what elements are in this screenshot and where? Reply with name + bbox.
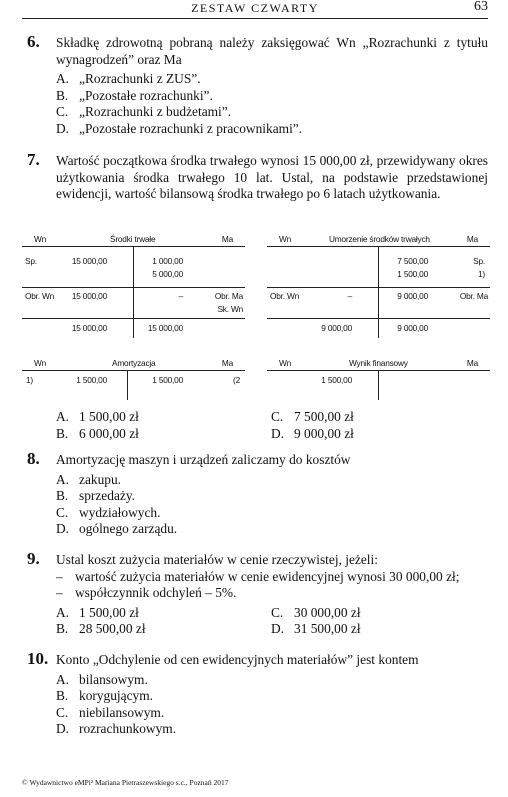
option-a: A. 1 500,00 zł [56, 604, 139, 620]
page-number: 63 [474, 0, 488, 14]
options-list [56, 472, 488, 538]
option-a: A. zakupu. [56, 471, 122, 487]
account-name: Środki trwałe [110, 234, 156, 244]
running-header [22, 2, 488, 19]
option-b: B. „Pozostałe rozrachunki”. [56, 87, 213, 103]
condition-item: – współczynnik odchyleń – 5%. [56, 585, 237, 601]
option-d: D. „Pozostałe rozrachunki z pracownikami”. [56, 120, 303, 136]
account-name: Umorzenie środków trwałych [329, 234, 430, 244]
question-text: Ustal koszt zużycia materiałów w cenie rzeczywistej, jeżeli: [56, 552, 378, 567]
question-number: 9. [27, 549, 40, 568]
option-d: D. 31 500,00 zł [271, 621, 361, 637]
conditions-list [56, 569, 488, 602]
account-name: Amortyzacja [112, 358, 156, 368]
copyright-footer: © Wydawnictwo eMPi² Mariana Pietraszewskiego s.c., Poznań 2017 [22, 778, 229, 787]
option-c: C. „Rozrachunki z budżetami”. [56, 104, 232, 120]
option-c: C. 7 500,00 zł [271, 409, 354, 424]
t-account-srodki-trwale: Wn Środki trwałe Ma Sp. 15 000,00 1 000,00 5 000,00 Obr. Wn 15 000,00 – Obr. Ma Sk. Wn 15 000,00 15 000,00 [22, 234, 245, 338]
question-8 [27, 449, 488, 538]
question-10 [27, 649, 488, 738]
condition-item: – wartość zużycia materiałów w cenie ewidencyjnej wynosi 30 000,00 zł; [56, 568, 460, 584]
question-number: 7. [27, 150, 40, 169]
options-list [56, 672, 488, 738]
options-list [56, 71, 488, 137]
options-list [56, 409, 488, 442]
option-b: B. 6 000,00 zł [56, 425, 139, 441]
account-name: Wynik finansowy [349, 358, 408, 368]
t-account-wynik-finansowy: Wn Wynik finansowy Ma 1 500,00 [267, 358, 490, 402]
t-account-amortyzacja: Wn Amortyzacja Ma 1) 1 500,00 1 500,00 (2 [22, 358, 245, 402]
option-b: B. korygującym. [56, 688, 154, 704]
options-list [56, 605, 488, 638]
option-d: D. rozrachunkowym. [56, 721, 177, 737]
option-a: A. „Rozrachunki z ZUS”. [56, 71, 201, 87]
question-6 [27, 32, 488, 138]
option-a: A. 1 500,00 zł [56, 409, 139, 424]
option-b: B. sprzedaży. [56, 488, 136, 504]
option-d: D. 9 000,00 zł [271, 425, 354, 441]
question-number: 8. [27, 449, 40, 468]
option-c: C. wydziałowych. [56, 504, 161, 520]
question-text: Amortyzację maszyn i urządzeń zaliczamy do kosztów [56, 452, 351, 467]
section-title: ZESTAW CZWARTY [191, 1, 319, 15]
option-c: C. 30 000,00 zł [271, 604, 361, 620]
question-number: 6. [27, 32, 40, 51]
option-c: C. niebilansowym. [56, 704, 165, 720]
t-account-umorzenie: Wn Umorzenie środków trwałych Ma 7 500,00 1 500,00 Sp. 1) Obr. Wn – 9 000,00 Obr. Ma 9 000,00 9 000,00 [267, 234, 490, 338]
question-7-options [27, 409, 488, 442]
question-text: Składkę zdrowotną pobraną należy zaksięgować Wn „Rozrachunki z tytułu wynagrodzeń” oraz Ma [56, 35, 488, 67]
question-number: 10. [27, 649, 49, 668]
question-text: Wartość początkowa środka trwałego wynosi 15 000,00 zł, przewidywany okres użytkowania środka trwałego 10 lat. Ustal, na podstawie przedstawionej ewidencji, wartość bilansową środka trwałego po 6 latach użytkowania. [56, 153, 488, 202]
question-9 [27, 549, 488, 638]
option-a: A. bilansowym. [56, 671, 148, 687]
question-7 [27, 150, 488, 203]
option-b: B. 28 500,00 zł [56, 621, 146, 637]
option-d: D. ogólnego zarządu. [56, 521, 178, 537]
question-text: Konto „Odchylenie od cen ewidencyjnych materiałów” jest kontem [56, 652, 419, 667]
